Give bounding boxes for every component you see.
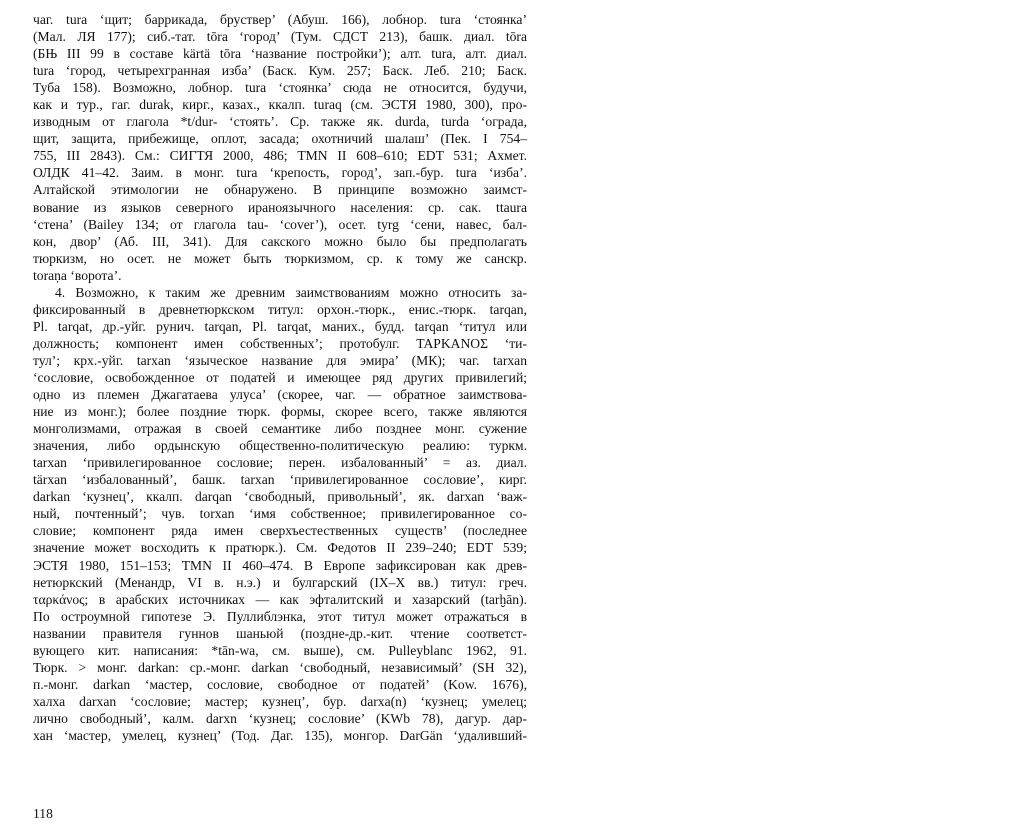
text-line: названии правителя гуннов шаньюй (поздне-др.-кит. чтение соответст-: [33, 625, 527, 641]
text-line: Pl. tarqat, др.-уйг. рунич. tarqan, Pl. tarqat, маних., будд. tarqan ‘титул или: [33, 318, 527, 334]
text-line: чаг. tura ‘щит; баррикада, бруствер’ (Абуш. 166), лобнор. tura ‘стоянка’: [33, 12, 527, 27]
text-line: значения, либо ордынскую общественно-политическую реалию: туркм.: [33, 438, 527, 454]
text-line: ОЛДК 41–42. Заим. в монг. tura ‘крепость, город’, зап.-бур. tura ‘изба’.: [33, 165, 527, 181]
text-line: 755, III 2843). См.: СИГТЯ 2000, 486; TMN II 608–610; EDT 531; Ахмет.: [33, 148, 527, 164]
text-line: тюркизм, но осет. не может быть тюркизмом, ср. к тому же санскр.: [33, 250, 527, 266]
text-line: изводным от глагола *t/dur- ‘стоять’. Ср. также як. durda, turda ‘ограда,: [33, 114, 527, 130]
text-line: п.-монг. darkan ‘мастер, сословие, свободное от податей’ (Kow. 1676),: [33, 676, 527, 692]
text-line: словие; компонент ряда имен сверхъестественных существ’ (последнее: [33, 523, 527, 539]
text-line: По остроумной гипотезе Э. Пуллиблэнка, этот титул может отражаться в: [33, 608, 527, 624]
text-line: вующего кит. написания: *tān-wa, см. выше), см. Pulleyblanc 1962, 91.: [33, 642, 527, 658]
text-line: щит, защита, прибежище, оплот, засада; охотничий шалаш’ (Пек. I 754–: [33, 131, 527, 147]
text-line: значение может восходить к пратюрк.). См. Федотов II 239–240; EDT 539;: [33, 540, 527, 556]
text-line: Туба 158). Возможно, лобнор. tura ‘стоянка’ сюда не относится, будучи,: [33, 80, 527, 96]
text-line: ‘сословие, освобожденное от податей и имеющее ряд других привилегий;: [33, 369, 527, 385]
text-line: монголизмами, отражая в своей семантике либо позднее монг. сужение: [33, 421, 527, 437]
text-line: ‘стена’ (Bailey 134; от глагола tau- ‘cover’), осет. tyrg ‘сени, навес, бал-: [33, 216, 527, 232]
text-line: ние из монг.); более поздние тюрк. формы, скорее всего, также являются: [33, 404, 527, 420]
text-line: Алтайской этимологии не обнаружено. В принципе возможно заимст-: [33, 182, 527, 198]
text-line: (Мал. ЛЯ 177); сиб.-тат. tōra ‘город’ (Тум. СДСТ 213), башк. диал. tōra: [33, 29, 527, 45]
text-line: tura ‘город, четырехгранная изба’ (Баск. Кум. 257; Баск. Леб. 210; Баск.: [33, 63, 527, 79]
body-text: [33, 11, 527, 761]
text-line: халха darxan ‘сословие; мастер; кузнец’, бур. darxa(n) ‘кузнец; умелец;: [33, 693, 527, 709]
text-line: должность; компонент имен собственных’; протобулг. ΤΑΡΚΑΝΟΣ ‘ти-: [33, 335, 527, 351]
text-line: ταρκάνος; в арабских источниках — как эфталитский и хазарский (tarḫān).: [33, 591, 527, 607]
text-line: darkan ‘кузнец’, ккалп. darqan ‘свободный, привольный’, як. darxan ‘важ-: [33, 489, 527, 505]
text-line: кон, двор’ (Аб. III, 341). Для сакского можно было бы предполагать: [33, 233, 527, 249]
page-number: 118: [33, 806, 53, 821]
text-line: вование из языков северного ираноязычного населения: ср. сак. ttaura: [33, 199, 527, 215]
text-line: toraṇa ‘ворота’.: [33, 267, 122, 283]
text-line: Тюрк. > монг. darkan: ср.-монг. darkan ‘свободный, независимый’ (SH 32),: [33, 659, 527, 675]
text-line: ЭСТЯ 1980, 151–153; TMN II 460–474. В Европе зафиксирован как древ-: [33, 557, 527, 573]
text-line: одно из племен Джагатаева улуса’ (скорее, чаг. — обратное заимствова-: [33, 387, 527, 403]
text-line: tarxan ‘привилегированное сословие; перен. избалованный’ = аз. диал.: [33, 455, 527, 471]
text-line: ный, почтенный’; чув. torxan ‘имя собственное; привилегированное со-: [33, 506, 527, 522]
text-line: [33, 744, 527, 761]
text-line: tärxan ‘избалованный’, башк. tarxan ‘привилегированное сословие’, кирг.: [33, 472, 527, 488]
text-line: нетюркский (Менандр, VI в. н.э.) и булгарский (IX–X вв.) титул: греч.: [33, 574, 527, 590]
text-line: хан ‘мастер, умелец, кузнец’ (Тод. Даг. 135), монгор. DarGän ‘удаливший-: [33, 727, 527, 743]
text-line: тул’; крх.-уйг. tarxan ‘языческое название для эмира’ (МК); чаг. tarxan: [33, 352, 527, 368]
text-line: как и тур., гаг. durak, кирг., казах., ккалп. turaq (см. ЭСТЯ 1980, 300), про-: [33, 97, 527, 113]
text-line: фиксированный в древнетюркском титул: орхон.-тюрк., енис.-тюрк. tarqan,: [33, 301, 527, 317]
text-line: лично свободный’, калм. darxn ‘кузнец; сословие’ (KWb 78), дагур. дар-: [33, 710, 527, 726]
paragraph-start-line: 4. Возможно, к таким же древним заимствованиям можно относить за-: [55, 284, 527, 300]
text-line: (БЊ III 99 в составе kärtä tōra ‘название постройки’); алт. tura, алт. диал.: [33, 46, 527, 62]
